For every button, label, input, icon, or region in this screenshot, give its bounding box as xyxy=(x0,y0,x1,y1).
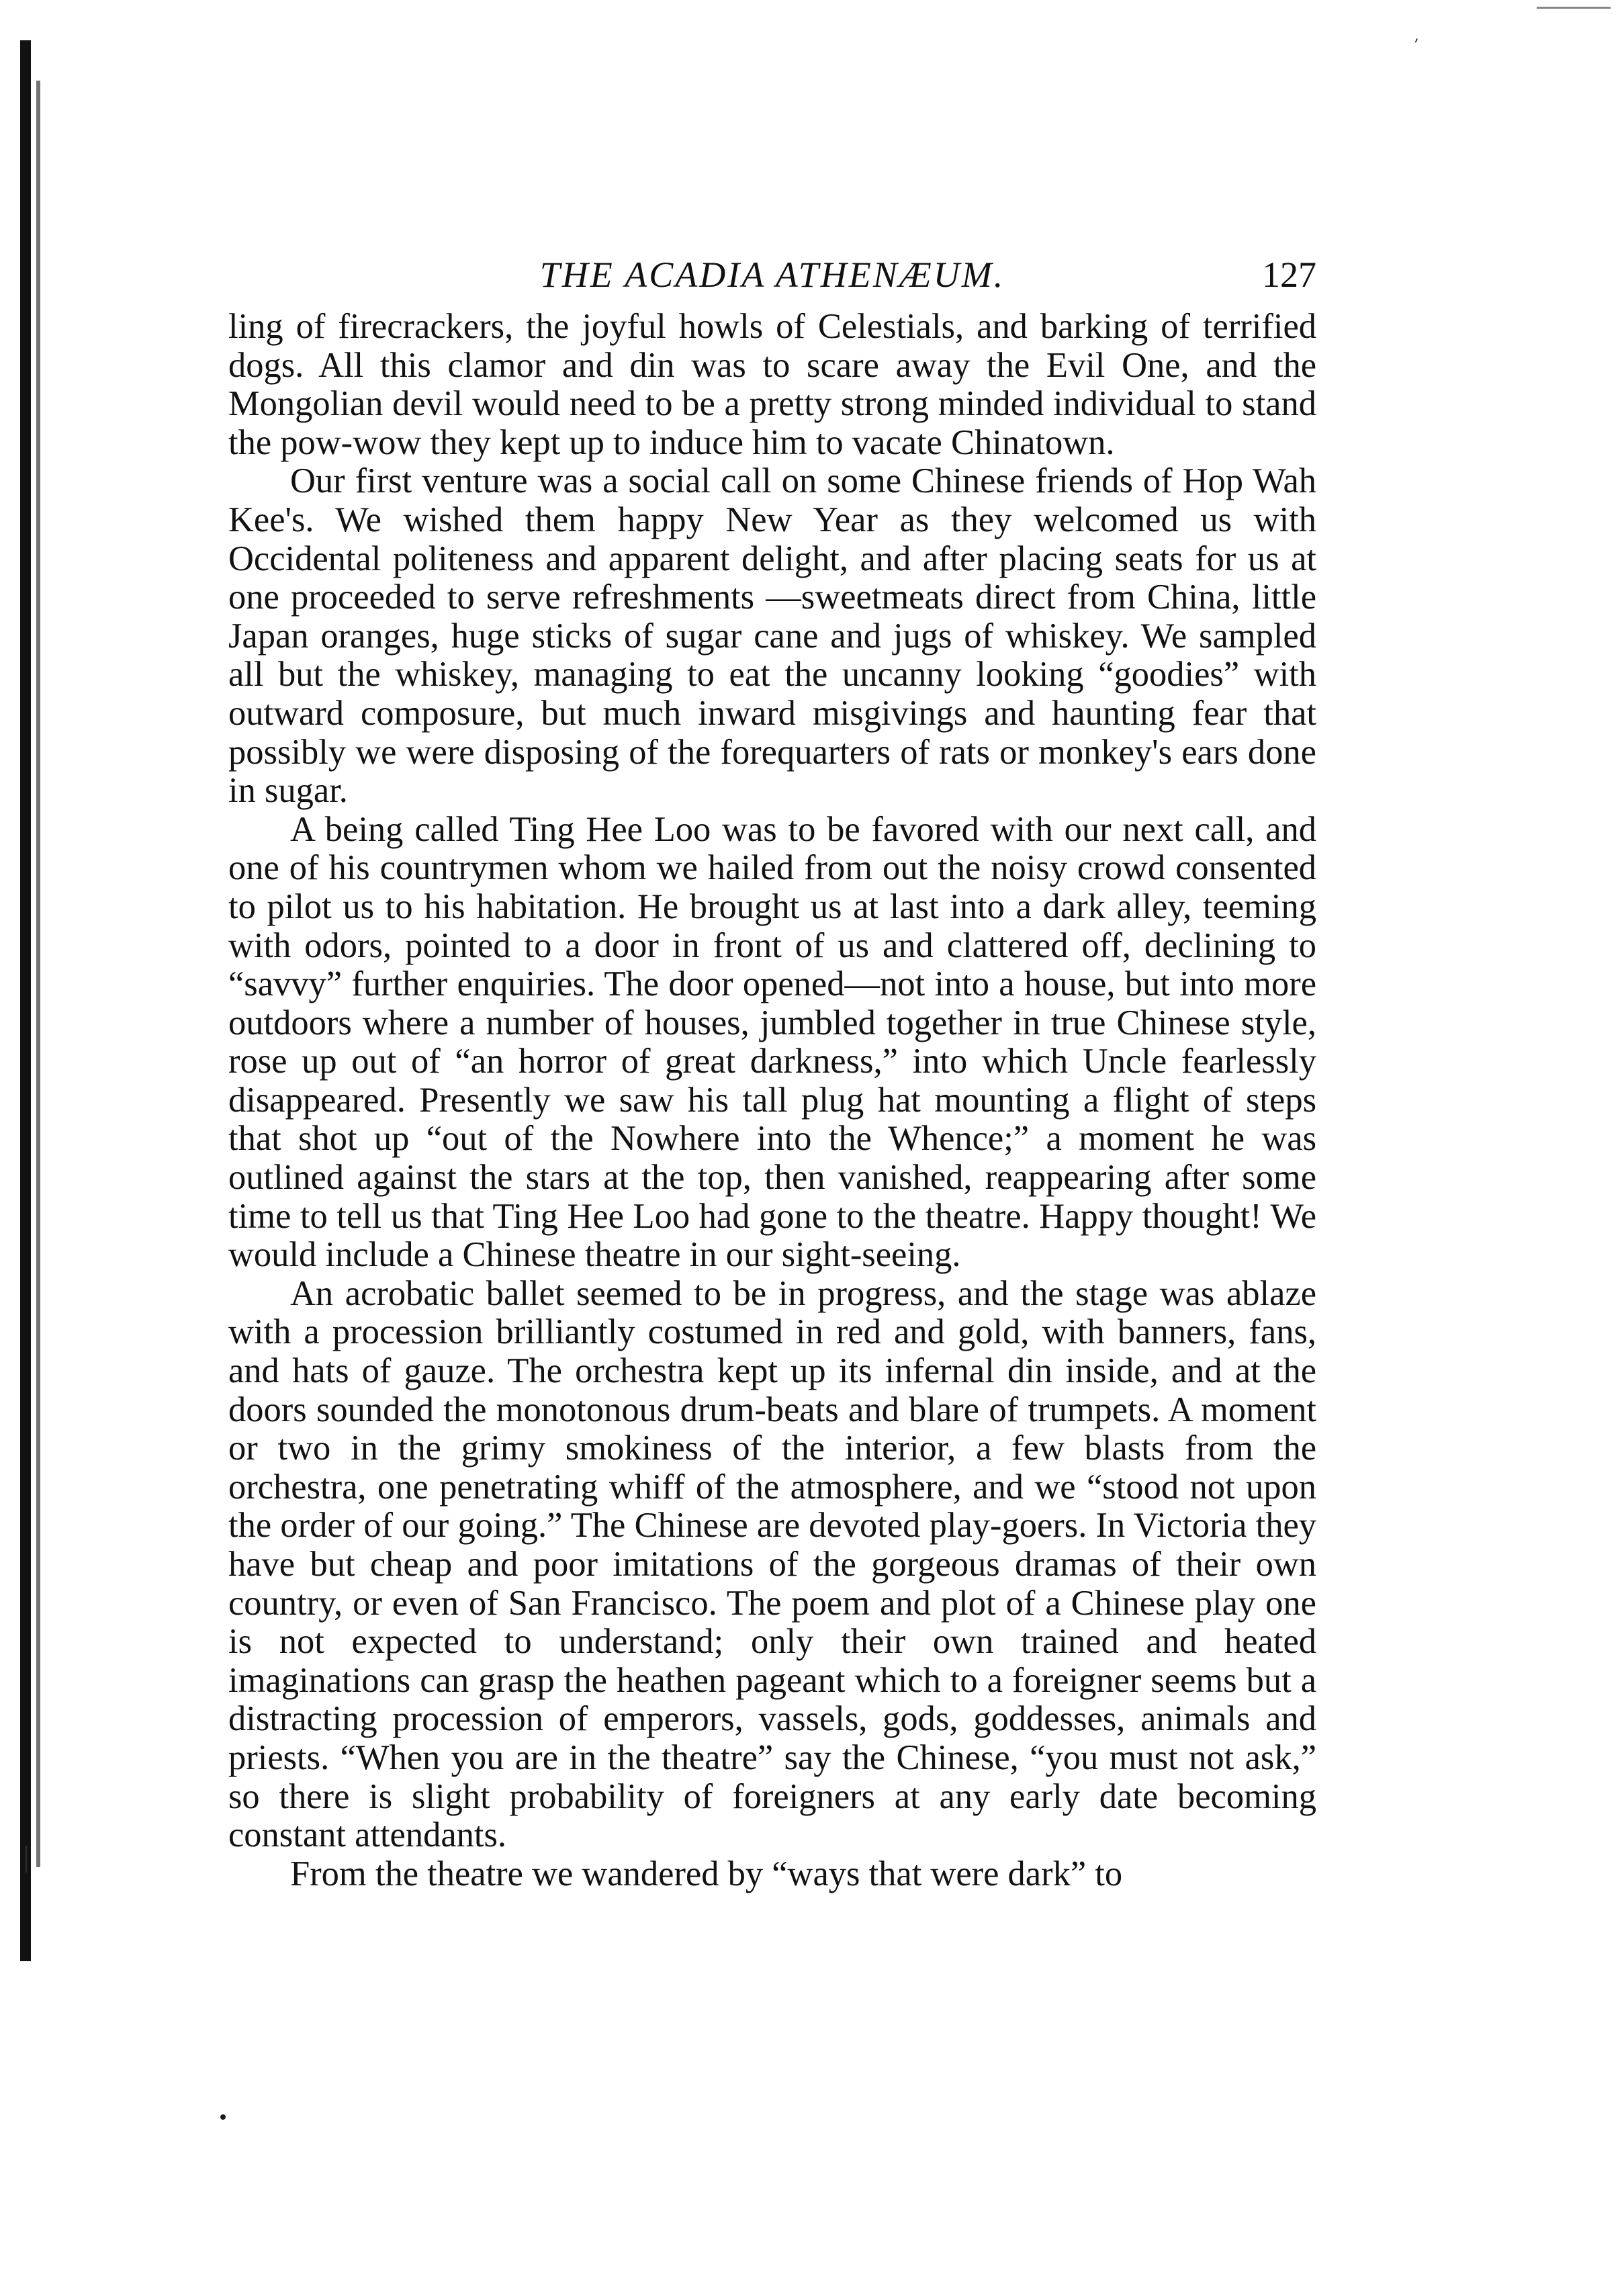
paragraph-2: Our first venture was a social call on some Chinese friends of Hop Wah Kee's. We wished them happy New Year as they welcomed us with Occidental politeness and apparent delight, and after placing seats for us at one proceeded to serve refreshments —sweetmeats direct from China, little Japan oranges, huge sticks of sugar cane and jugs of whiskey. We sampled all but the whiskey, managing to eat the uncanny looking “goodies” with outward composure, but much inward misgivings and haunting fear that possibly we were disposing of the forequarters of rats or monkey's ears done in sugar. xyxy=(228,461,1316,811)
running-head xyxy=(228,254,1316,308)
article-body xyxy=(228,308,1316,1893)
paragraph-3: A being called Ting Hee Loo was to be favored with our next call, and one of his countrymen whom we hailed from out the noisy crowd consented to pilot us to his habitation. He brought us at last into a dark alley, teeming with odors, pointed to a door in front of us and clattered off, declining to “savvy” further enquiries. The door opened—not into a house, but into more outdoors where a number of houses, jumbled together in true Chinese style, rose up out of “an horror of great darkness,” into which Uncle fearlessly disappeared. Presently we saw his tall plug hat mounting a flight of steps that shot up “out of the Nowhere into the Whence;” a moment he was outlined against the stars at the top, then vanished, reappearing after some time to tell us that Ting Hee Loo had gone to the theatre. Happy thought! We would include a Chinese theatre in our sight-seeing. xyxy=(228,809,1316,1275)
paragraph-5: From the theatre we wandered by “ways that were dark” to xyxy=(290,1854,1123,1893)
paragraph-1: ling of firecrackers, the joyful howls of Celestials, and barking of terrified dogs. All this clamor and din was to scare away the Evil One, and the Mongolian devil would need to be a pretty strong minded individual to stand the pow-wow they kept up to induce him to vacate Chinatown. xyxy=(228,307,1316,462)
margin-mark xyxy=(26,1846,27,1873)
stray-mark: , xyxy=(1414,26,1419,44)
journal-title: THE ACADIA ATHENÆUM. xyxy=(539,255,1005,295)
page-content xyxy=(228,254,1316,1893)
binding-edge-shadow xyxy=(36,81,40,1867)
binding-edge-rule xyxy=(20,40,31,1961)
page-number: 127 xyxy=(1262,255,1316,295)
corner-rule xyxy=(1537,7,1611,9)
margin-dot xyxy=(220,2114,226,2120)
paragraph-4: An acrobatic ballet seemed to be in progress, and the stage was ablaze with a procession brilliantly costumed in red and gold, with banners, fans, and hats of gauze. The orchestra kept up its infernal din inside, and at the doors sounded the monotonous drum-beats and blare of trumpets. A moment or two in the grimy smokiness of the interior, a few blasts from the orchestra, one penetrating whiff of the atmosphere, and we “stood not upon the order of our going.” The Chinese are devoted play-goers. In Victoria they have but cheap and poor imitations of the gorgeous dramas of their own country, or even of San Francisco. The poem and plot of a Chinese play one is not expected to understand; only their own trained and heated imaginations can grasp the heathen pageant which to a foreigner seems but a distracting procession of emperors, vassels, gods, goddesses, animals and priests. “When you are in the theatre” say the Chinese, “you must not ask,” so there is slight probability of foreigners at any early date becoming constant attendants. xyxy=(228,1273,1316,1855)
